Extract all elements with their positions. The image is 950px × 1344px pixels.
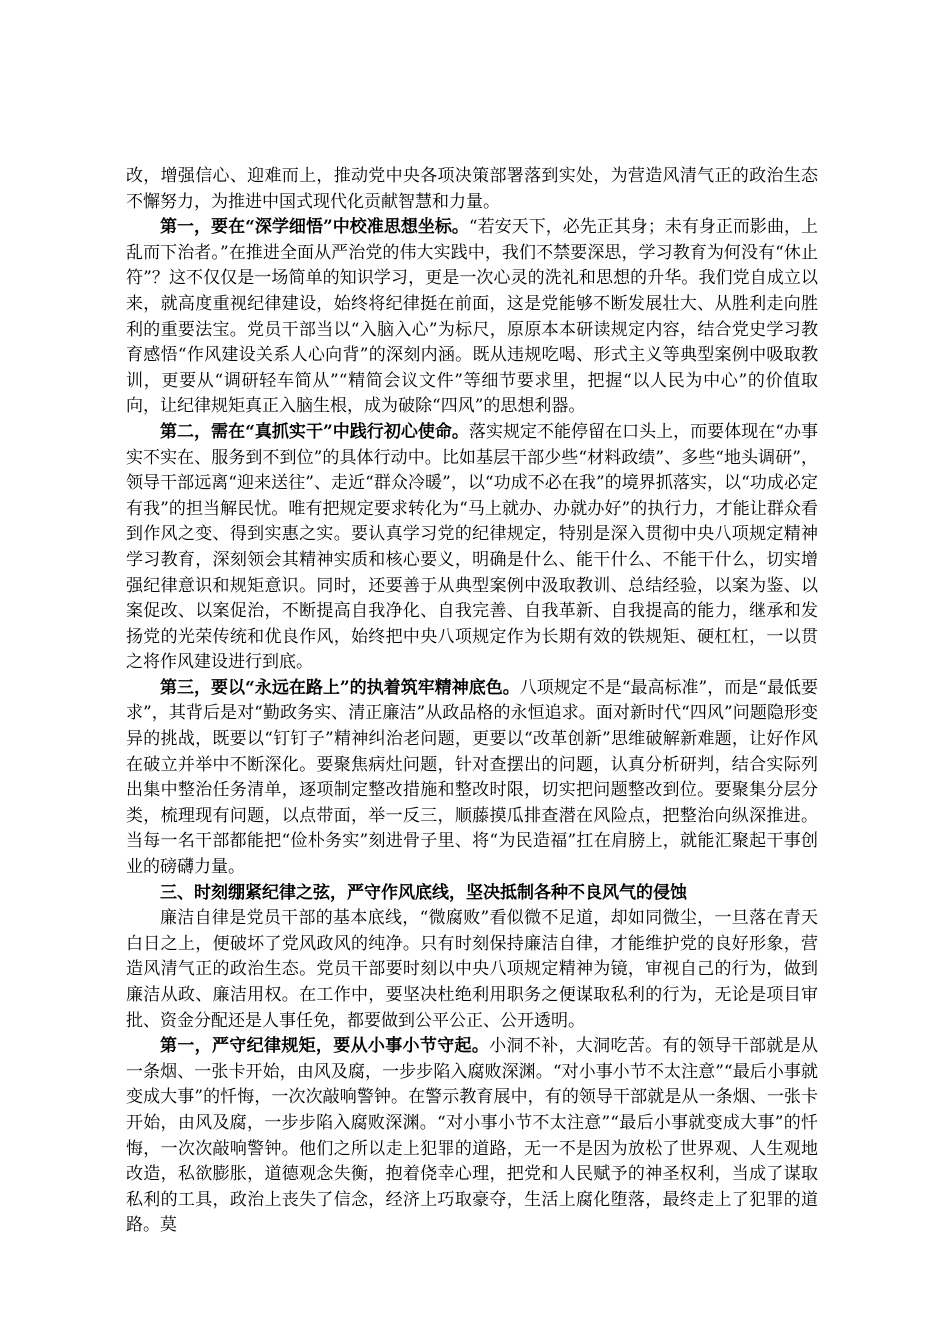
paragraph-lead: 第二，需在“真抓实干”中践行初心使命。 — [160, 421, 469, 442]
paragraph-study — [126, 215, 818, 420]
paragraph-practice — [126, 420, 818, 676]
section-heading: 三、时刻绷紧纪律之弦，严守作风底线，坚决抵制各种不良风气的侵蚀 — [160, 882, 687, 903]
paragraph-lead: 第一，要在“深学细悟”中校准思想坐标。 — [160, 217, 469, 238]
paragraph-text: 小洞不补，大洞吃苦。有的领导干部就是从一条烟、一张卡开始，由风及腐，一步步陷入腐败深渊。“对小事小节不太注意”“最后小事就变成大事”的忏悔，一次次敲响警钟。在警示教育展中，有的领导干部就是从一条烟、一张卡开始，由风及腐，一步步陷入腐败深渊。“对小事小节不太注意”“最后小事就变成大事”的忏悔，一次次敲响警钟。他们之所以走上犯罪的道路，无一不是因为放松了世界观、人生观地改造，私欲膨胀，道德观念失衡，抱着侥幸心理，把党和人民赋予的神圣权利，当成了谋取私利的工具，政治上丧失了信念，经济上巧取豪夺，生活上腐化堕落，最终走上了犯罪的道路。莫 — [126, 1036, 819, 1236]
paragraph-lead: 第三，要以“永远在路上”的执着筑牢精神底色。 — [160, 677, 520, 698]
paragraph-discipline — [126, 1034, 818, 1239]
paragraph-lead: 第一，严守纪律规矩，要从小事小节守起。 — [160, 1036, 490, 1057]
paragraph-text: 落实规定不能停留在口头上，而要体现在“办事实不实在、服务到不到位”的具体行动中。比如基层干部少些“材料政绩”、多些“地头调研”，领导干部远离“迎来送往”、走近“群众冷暖”，以“功成不必在我”的境界抓落实，以“功成必定有我”的担当解民忧。唯有把规定要求转化为“马上就办、办就办好”的执行力，才能让群众看到作风之变、得到实惠之实。要认真学习党的纪律规定，特别是深入贯彻中央八项规定精神学习教育，深刻领会其精神实质和核心要义，明确是什么、能干什么、不能干什么，切实增强纪律意识和规矩意识。同时，还要善于从典型案例中汲取教训、总结经验，以案为鉴、以案促改、以案促治，不断提高自我净化、自我完善、自我革新、自我提高的能力，继承和发扬党的光荣传统和优良作风，始终把中央八项规定作为长期有效的铁规矩、硬杠杠，一以贯之将作风建设进行到底。 — [126, 421, 818, 673]
paragraph-persistence — [126, 676, 818, 881]
paragraph-text: 改，增强信心、迎难而上，推动党中央各项决策部署落到实处，为营造风清气正的政治生态不懈努力，为推进中国式现代化贡献智慧和力量。 — [126, 166, 818, 212]
paragraph-text: 八项规定不是“最高标准”，而是“最低要求”，其背后是对“勤政务实、清正廉洁”从政品格的永恒追求。面对新时代“四风”问题隐形变异的挑战，既要以“钉钉子”精神纠治老问题，更要以“改革创新”思维破解新难题，让好作风在破立并举中不断深化。要聚焦病灶问题，针对查摆出的问题，认真分析研判，结合实际列出集中整治任务清单，逐项制定整改措施和整改时限，切实把问题整改到位。要聚集分层分类，梳理现有问题，以点带面，举一反三，顺藤摸瓜排查潜在风险点，把整治向纵深推进。当每一名干部都能把“俭朴务实”刻进骨子里、将“为民造福”扛在肩膀上，就能汇聚起干事创业的磅礴力量。 — [126, 677, 818, 878]
paragraph-integrity — [126, 906, 818, 1034]
paragraph-continuation — [126, 164, 818, 215]
paragraph-text: “若安天下，必先正其身；未有身正而影曲，上乱而下治者。”在推进全面从严治党的伟大实践中，我们不禁要深思，学习教育为何没有“休止符”？这不仅仅是一场简单的知识学习，更是一次心灵的洗礼和思想的升华。我们党自成立以来，就高度重视纪律建设，始终将纪律挺在前面，这是党能够不断发展壮大、从胜利走向胜利的重要法宝。党员干部当以“入脑入心”为标尺，原原本本研读规定内容，结合党史学习教育感悟“作风建设关系人心向背”的深刻内涵。既从违规吃喝、形式主义等典型案例中吸取教训，更要从“调研轻车简从”“精简会议文件”等细节要求里，把握“以人民为中心”的价值取向，让纪律规矩真正入脑生根，成为破除“四风”的思想利器。 — [126, 217, 818, 417]
document-body — [126, 164, 818, 1239]
paragraph-text: 廉洁自律是党员干部的基本底线，“微腐败”看似微不足道，却如同微尘，一旦落在青天白日之上，便破坏了党风政风的纯净。只有时刻保持廉洁自律，才能维护党的良好形象，营造风清气正的政治生态。党员干部要时刻以中央八项规定精神为镜，审视自己的行为，做到廉洁从政、廉洁用权。在工作中，要坚决杜绝利用职务之便谋取私利的行为，无论是项目审批、资金分配还是人事任免，都要做到公平公正、公开透明。 — [126, 908, 818, 1031]
